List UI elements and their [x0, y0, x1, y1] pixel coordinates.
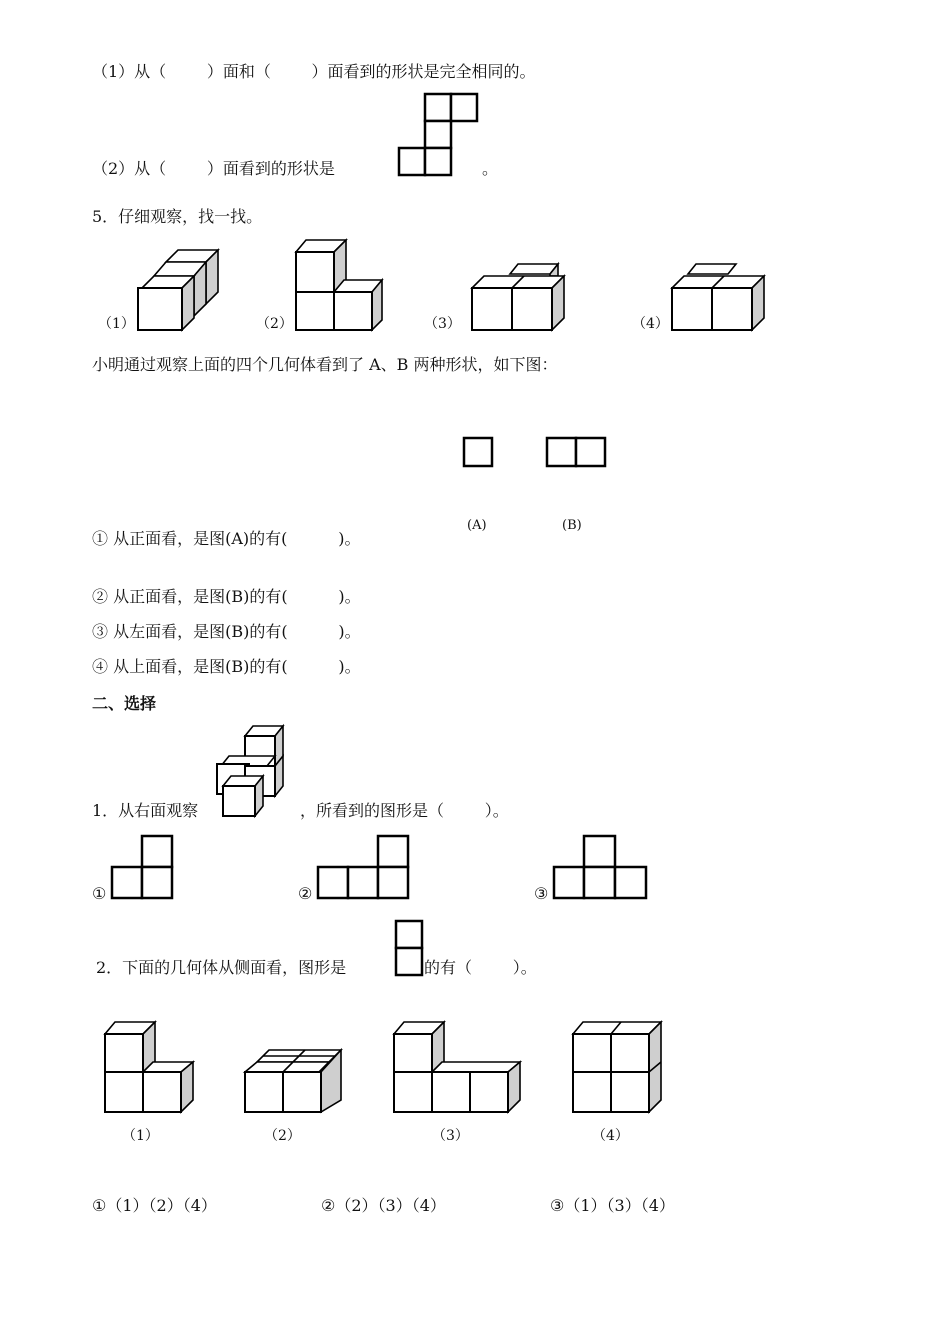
- s2-q1-prefix: 1．从右面观察: [92, 801, 199, 820]
- q5-solid-3: [470, 262, 570, 332]
- s2-q2-solid-4: [571, 1020, 665, 1114]
- s2-q2-label-4: （4）: [592, 1128, 629, 1144]
- s2-q2-solid-3: [392, 1020, 524, 1114]
- s2-q2-label-3: （3）: [432, 1128, 469, 1144]
- q4-shape-figure: [398, 92, 480, 176]
- q5-label-4: （4）: [632, 316, 669, 332]
- q5-label-3: （3）: [424, 316, 461, 332]
- q5-solid-1: [136, 248, 226, 332]
- q5-solid-4: [670, 262, 770, 332]
- q5-shape-b: [545, 436, 607, 468]
- q5-question-1: ① 从正面看，是图(A)的有( )。: [92, 529, 361, 548]
- q5-shape-label-a: (A): [467, 518, 487, 533]
- s2-q2-choice-1: ①（1）（2）（4）: [92, 1196, 217, 1215]
- s2-q1-option-2-label: ②: [298, 884, 313, 903]
- s2-q1-solid: [213, 724, 287, 818]
- q5-shape-label-b: (B): [562, 518, 582, 533]
- q5-title: 5．仔细观察，找一找。: [92, 207, 263, 226]
- q4-line-1: （1）从（ ）面和（ ）面看到的形状是完全相同的。: [92, 62, 536, 81]
- s2-q1-option-3-shape: [553, 834, 649, 900]
- s2-q1-option-3-label: ③: [534, 884, 549, 903]
- q5-solid-2: [294, 238, 386, 332]
- section-2-heading: 二、选择: [92, 694, 157, 713]
- s2-q2-shape-figure: [394, 919, 424, 977]
- q5-question-3: ③ 从左面看，是图(B)的有( )。: [92, 622, 361, 641]
- q5-intro: 小明通过观察上面的四个几何体看到了 A、B 两种形状，如下图：: [92, 355, 558, 374]
- s2-q2-suffix: 的有（ ）。: [424, 958, 537, 977]
- s2-q2-choice-3: ③（1）（3）（4）: [550, 1196, 675, 1215]
- s2-q1-option-2-shape: [317, 834, 411, 900]
- q5-question-4: ④ 从上面看，是图(B)的有( )。: [92, 657, 361, 676]
- s2-q1-option-1-shape: [111, 834, 175, 900]
- s2-q2-prefix: 2．下面的几何体从侧面看，图形是: [96, 958, 347, 977]
- s2-q2-label-1: （1）: [122, 1128, 159, 1144]
- q5-shape-a: [462, 436, 494, 468]
- s2-q2-solid-1: [103, 1020, 197, 1114]
- q5-label-2: （2）: [256, 316, 293, 332]
- q4-line-2: （2）从（ ）面看到的形状是: [92, 159, 335, 178]
- s2-q1-option-1-label: ①: [92, 884, 107, 903]
- q5-label-1: （1）: [98, 316, 135, 332]
- s2-q1-suffix: ，所看到的图形是（ ）。: [300, 801, 509, 820]
- q4-line-2-end: 。: [482, 159, 499, 178]
- q5-question-2: ② 从正面看，是图(B)的有( )。: [92, 587, 361, 606]
- s2-q2-label-2: （2）: [264, 1128, 301, 1144]
- s2-q2-choice-2: ②（2）（3）（4）: [321, 1196, 446, 1215]
- s2-q2-solid-2: [243, 1048, 345, 1114]
